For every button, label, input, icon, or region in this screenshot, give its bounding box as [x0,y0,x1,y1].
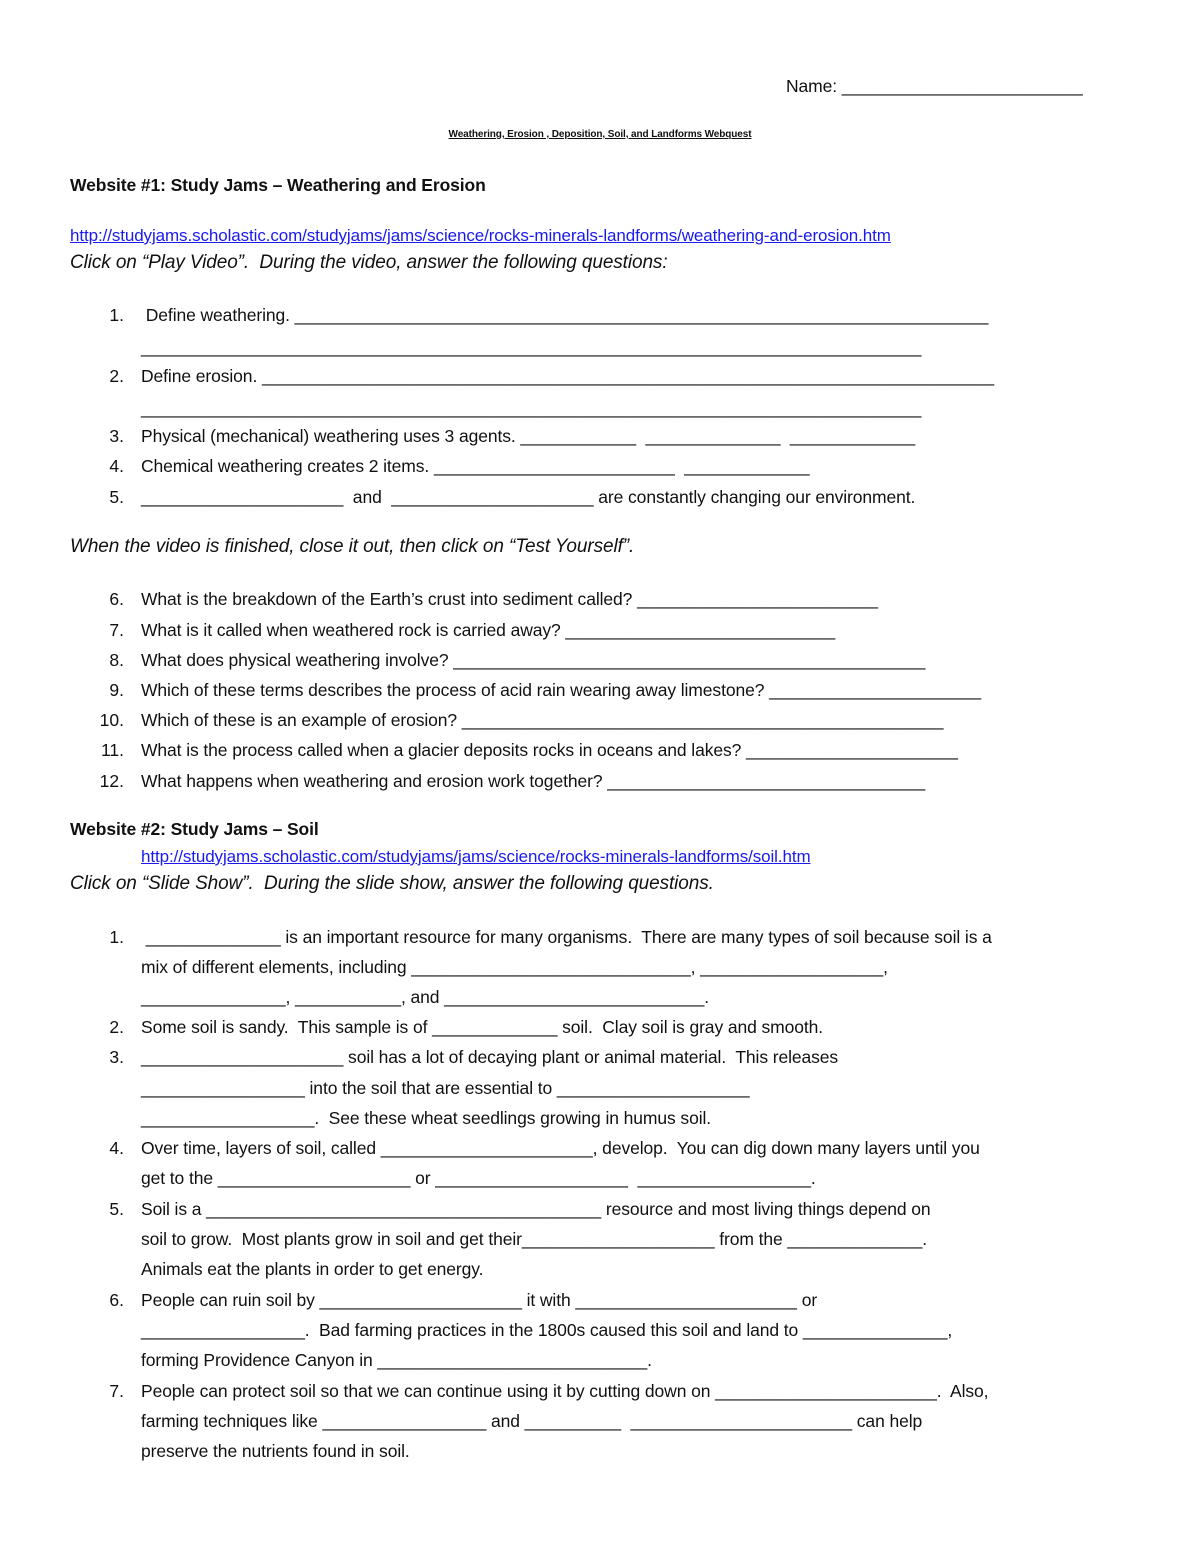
test-instructions: When the video is finished, close it out, then click on “Test Yourself”. [70,536,635,557]
question-number: 4. [109,456,124,476]
question-line: _____________________ and _____________________ are constantly changing our environment. [141,487,916,507]
question-line: _________________________________________________________________________________ [141,337,922,357]
question-line: _________________. Bad farming practices in the 1800s caused this soil and land to _______________, [141,1320,953,1340]
question-number: 12. [99,771,124,791]
question-line: Which of these is an example of erosion? __________________________________________________ [141,710,944,730]
question-line: __________________. See these wheat seedlings growing in humus soil. [141,1108,712,1128]
website1-link[interactable]: http://studyjams.scholastic.com/studyjams/jams/science/rocks-minerals-landforms/weathering-and-erosion.htm [70,226,891,245]
question-line: Animals eat the plants in order to get energy. [141,1259,484,1279]
question-number: 10. [99,710,124,730]
page-title: Weathering, Erosion , Deposition, Soil, and Landforms Webquest [448,129,752,140]
question-number: 2. [109,1017,124,1037]
question-number: 3. [109,1047,124,1067]
question-line: forming Providence Canyon in ____________________________. [141,1350,652,1370]
question-line: What happens when weathering and erosion work together? _________________________________ [141,771,926,791]
question-number: 8. [109,650,124,670]
question-line: farming techniques like _________________ and __________ _______________________ can help [141,1411,923,1431]
question-number: 7. [109,620,124,640]
website2-instructions: Click on “Slide Show”. During the slide show, answer the following questions. [70,873,714,894]
question-line: _____________________ soil has a lot of decaying plant or animal material. This releases [141,1047,839,1067]
website1-instructions: Click on “Play Video”. During the video, answer the following questions: [70,252,668,273]
question-number: 5. [109,487,124,507]
question-number: 7. [109,1381,124,1401]
website1-heading: Website #1: Study Jams – Weathering and Erosion [70,175,486,195]
question-line: What is the process called when a glacier deposits rocks in oceans and lakes? ______________________ [141,740,958,760]
question-line: Physical (mechanical) weathering uses 3 agents. ____________ ______________ _____________ [141,426,916,446]
question-line: What does physical weathering involve? _________________________________________________ [141,650,926,670]
website2-link[interactable]: http://studyjams.scholastic.com/studyjams/jams/science/rocks-minerals-landforms/soil.htm [141,847,811,866]
question-line: Define weathering. ________________________________________________________________________ [141,305,989,325]
question-line: Some soil is sandy. This sample is of _____________ soil. Clay soil is gray and smooth. [141,1017,824,1037]
question-line: People can protect soil so that we can continue using it by cutting down on _______________________. Also, [141,1381,989,1401]
question-number: 6. [109,589,124,609]
question-number: 5. [109,1199,124,1219]
question-line: Which of these terms describes the process of acid rain wearing away limestone? ______________________ [141,680,982,700]
question-line: soil to grow. Most plants grow in soil and get their____________________ from the ______________. [141,1229,928,1249]
question-number: 6. [109,1290,124,1310]
question-line: _______________, ___________, and ___________________________. [141,987,710,1007]
question-line: preserve the nutrients found in soil. [141,1441,410,1461]
question-number: 11. [100,740,124,760]
question-line: _________________________________________________________________________________ [141,398,922,418]
question-line: Chemical weathering creates 2 items. _________________________ _____________ [141,456,810,476]
question-line: ______________ is an important resource for many organisms. There are many types of soil because soil is a [141,927,992,947]
question-number: 9. [109,680,124,700]
question-number: 2. [109,366,124,386]
question-line: get to the ____________________ or ____________________ __________________. [141,1168,816,1188]
question-line: Define erosion. ____________________________________________________________________________ [141,366,995,386]
question-number: 4. [109,1138,124,1158]
website2-heading: Website #2: Study Jams – Soil [70,819,319,839]
question-line: What is the breakdown of the Earth’s crust into sediment called? _________________________ [141,589,878,609]
question-number: 1. [109,927,124,947]
question-line: mix of different elements, including _____________________________, ___________________, [141,957,888,977]
question-line: What is it called when weathered rock is carried away? ____________________________ [141,620,836,640]
question-number: 3. [109,426,124,446]
question-line: People can ruin soil by _____________________ it with _______________________ or [141,1290,818,1310]
question-line: _________________ into the soil that are essential to ____________________ [141,1078,750,1098]
question-line: Soil is a _________________________________________ resource and most living things depend on [141,1199,931,1219]
question-line: Over time, layers of soil, called ______________________, develop. You can dig down many layers until you [141,1138,980,1158]
question-number: 1. [109,305,124,325]
name-field: Name: _________________________ [786,76,1083,96]
